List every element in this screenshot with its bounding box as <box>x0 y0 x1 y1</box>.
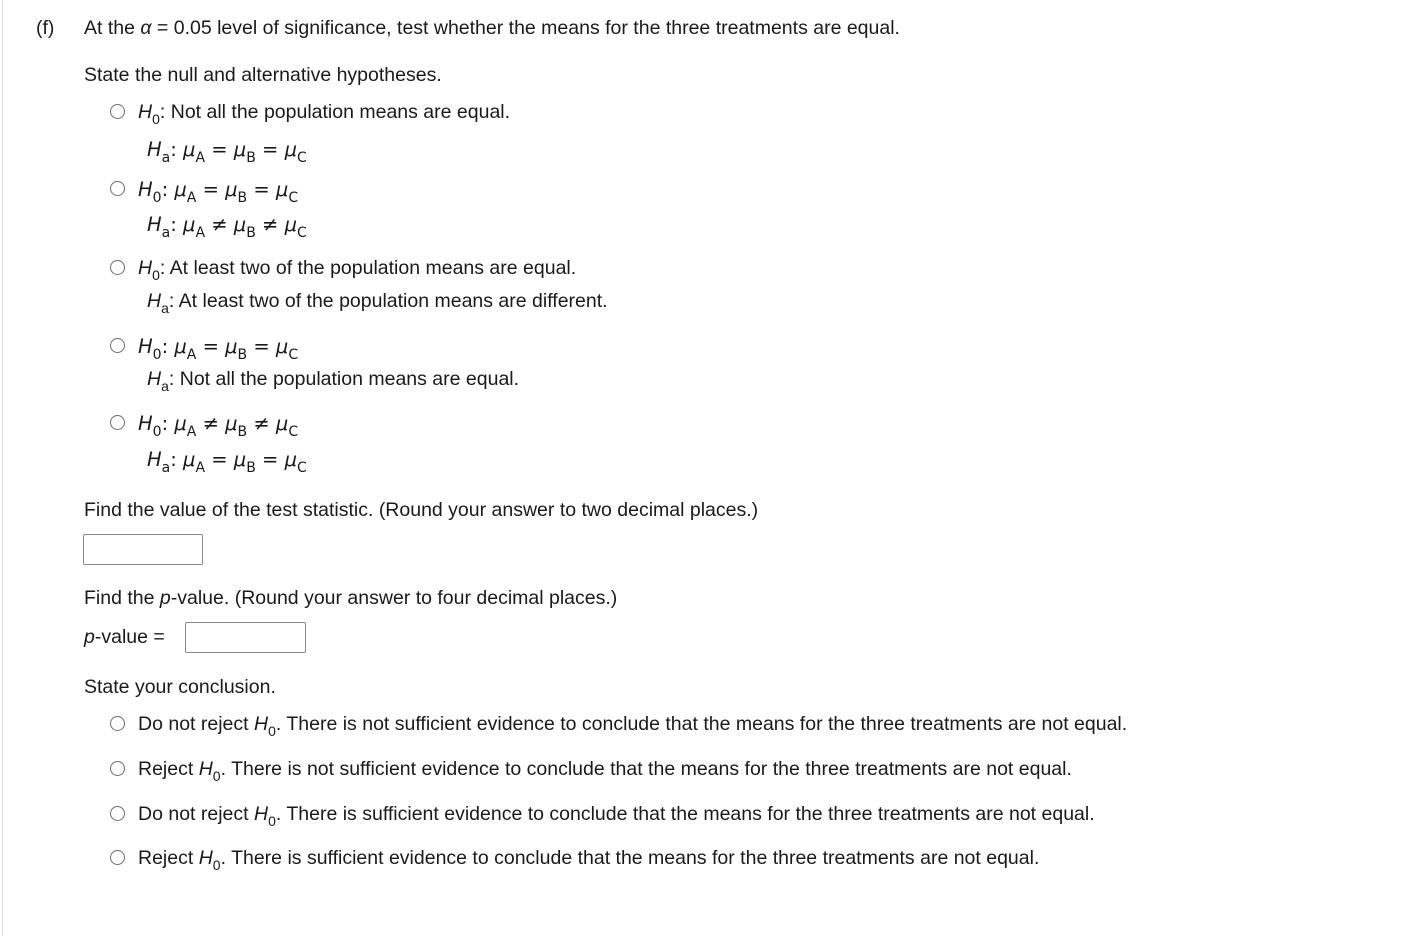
conclusion-option-4-label: Reject $H_0$. There is sufficient evidence to conclude that the means for the three treatments are not equal. <box>138 847 1040 873</box>
hypothesis-option-4-alt: $H_a$: Not all the population means are equal. <box>147 368 520 394</box>
conclusion-option-2-label: Reject $H_0$. There is not sufficient evidence to conclude that the means for the three treatments are not equal. <box>138 758 1072 784</box>
hypothesis-option-5-alt: $H_a$: $\mu_A = \mu_B = \mu_C$ <box>147 448 307 476</box>
test-statistic-input[interactable] <box>83 534 203 565</box>
part-prefix: At the <box>84 17 141 39</box>
hypothesis-option-1-radio[interactable] <box>110 104 125 119</box>
test-statistic-prompt: Find the value of the test statistic. (Round your answer to two decimal places.) <box>84 499 759 521</box>
part-label: (f) <box>36 17 55 39</box>
left-border <box>2 0 3 936</box>
conclusion-option-3-label: Do not reject $H_0$. There is sufficient evidence to conclude that the means for the three treatments are not equal. <box>138 803 1095 829</box>
hypothesis-option-5-null: $H_0$: $\mu_A \ne \mu_B \ne \mu_C$ <box>138 412 299 440</box>
p-value-label: p-value = <box>84 626 165 648</box>
alpha-symbol: α <box>140 17 152 39</box>
hypothesis-option-4-radio[interactable] <box>110 338 125 353</box>
part-question <box>84 19 900 39</box>
alpha-equals: = 0.05 level of significance, test whether the means for the three treatments are equal. <box>151 17 900 39</box>
hypothesis-option-1-null: $H_0$: Not all the population means are equal. <box>138 101 511 127</box>
hypothesis-option-3-alt: $H_a$: At least two of the population means are different. <box>147 290 608 316</box>
hypothesis-option-5-radio[interactable] <box>110 415 125 430</box>
conclusion-prompt: State your conclusion. <box>84 676 276 698</box>
conclusion-option-2-radio[interactable] <box>110 761 125 776</box>
conclusion-option-4-radio[interactable] <box>110 850 125 865</box>
hypothesis-option-3-null: $H_0$: At least two of the population means are equal. <box>138 257 577 283</box>
hypothesis-option-2-null: $H_0$: $\mu_A = \mu_B = \mu_C$ <box>138 178 299 206</box>
conclusion-option-1-radio[interactable] <box>110 716 125 731</box>
hypothesis-option-1-alt: $H_a$: $\mu_A = \mu_B = \mu_C$ <box>147 138 307 166</box>
conclusion-option-1-label: Do not reject $H_0$. There is not sufficient evidence to conclude that the means for the three treatments are not equal. <box>138 713 1128 739</box>
hypotheses-prompt: State the null and alternative hypotheses. <box>84 64 442 86</box>
hypothesis-option-3-radio[interactable] <box>110 260 125 275</box>
p-value-input[interactable] <box>185 622 306 653</box>
hypothesis-option-2-alt: $H_a$: $\mu_A \ne \mu_B \ne \mu_C$ <box>147 213 307 241</box>
p-value-prompt: Find the p-value. (Round your answer to four decimal places.) <box>84 587 618 609</box>
conclusion-option-3-radio[interactable] <box>110 806 125 821</box>
hypothesis-option-2-radio[interactable] <box>110 181 125 196</box>
hypothesis-option-4-null: $H_0$: $\mu_A = \mu_B = \mu_C$ <box>138 335 299 363</box>
